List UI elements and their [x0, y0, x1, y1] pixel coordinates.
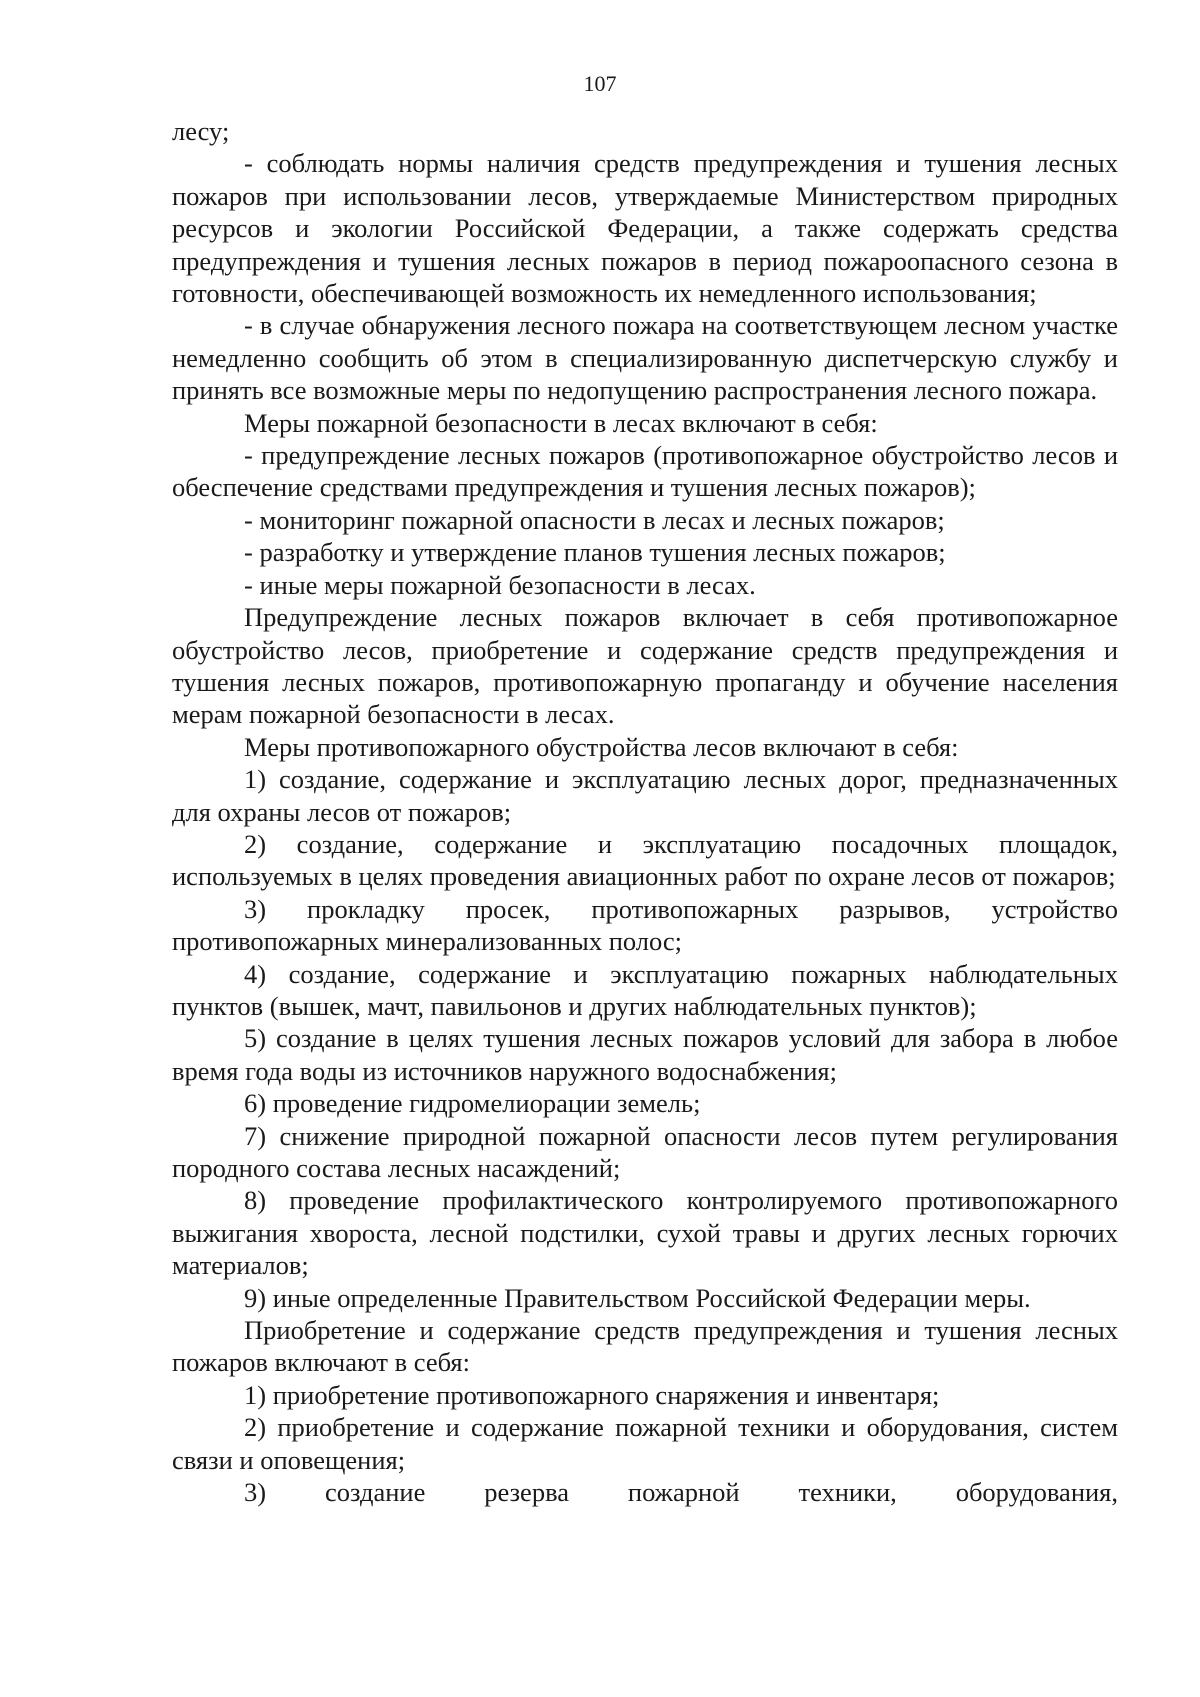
- paragraph: 2) создание, содержание и эксплуатацию посадочных площадок, используемых в целях проведения авиационных работ по охране лесов от пожаров;: [172, 828, 1118, 892]
- paragraph: 7) снижение природной пожарной опасности лесов путем регулирования породного состава лесных насаждений;: [172, 1120, 1118, 1183]
- paragraph: - разработку и утверждение планов тушения лесных пожаров;: [244, 537, 946, 568]
- paragraph: 4) создание, содержание и эксплуатацию пожарных наблюдательных пунктов (вышек, мачт, павильонов и других наблюдательных пунктов);: [172, 958, 1118, 1021]
- paragraph: лесу;: [172, 116, 230, 146]
- paragraph: 9) иные определенные Правительством Российской Федерации меры.: [244, 1282, 1031, 1313]
- paragraph: Приобретение и содержание средств предупреждения и тушения лесных пожаров включают в себя:: [172, 1315, 1118, 1378]
- paragraph: 5) создание в целях тушения лесных пожаров условий для забора в любое время года воды из источников наружного водоснабжения;: [172, 1023, 1118, 1086]
- paragraph: - иные меры пожарной безопасности в лесах.: [244, 569, 756, 600]
- document-body: [172, 115, 1118, 1508]
- paragraph: Предупреждение лесных пожаров включает в себя противопожарное обустройство лесов, приобретение и содержание средств предупреждения и тушения лесных пожаров, противопожарную пропаганду и обучение населения мерам пожарной безопасности в лесах.: [172, 602, 1118, 730]
- paragraph: 2) приобретение и содержание пожарной техники и оборудования, систем связи и оповещения;: [172, 1412, 1118, 1475]
- paragraph: - предупреждение лесных пожаров (противопожарное обустройство лесов и обеспечение средствами предупреждения и тушения лесных пожаров);: [172, 440, 1118, 503]
- paragraph: 1) создание, содержание и эксплуатацию лесных дорог, предназначенных для охраны лесов от пожаров;: [172, 764, 1118, 827]
- paragraph: 3) создание резерва пожарной техники, оборудования,: [244, 1477, 1118, 1508]
- paragraph: 1) приобретение противопожарного снаряжения и инвентаря;: [244, 1379, 940, 1410]
- page-number: 107: [583, 71, 617, 96]
- paragraph: - соблюдать нормы наличия средств предупреждения и тушения лесных пожаров при использовании лесов, утверждаемые Министерством природных ресурсов и экологии Российской Федерации, а также содержать средства предупреждения и тушения лесных пожаров в период пожароопасного сезона в готовности, обеспечивающей возможность их немедленного использования;: [172, 148, 1118, 309]
- paragraph: 8) проведение профилактического контролируемого противопожарного выжигания хвороста, лесной подстилки, сухой травы и других лесных горючих материалов;: [172, 1185, 1118, 1281]
- paragraph: - в случае обнаружения лесного пожара на соответствующем лесном участке немедленно сообщить об этом в специализированную диспетчерскую службу и принять все возможные меры по недопущению распространения лесного пожара.: [172, 310, 1118, 406]
- paragraph: Меры пожарной безопасности в лесах включают в себя:: [244, 407, 878, 438]
- paragraph: Меры противопожарного обустройства лесов включают в себя:: [244, 731, 959, 762]
- paragraph: 3) прокладку просек, противопожарных разрывов, устройство противопожарных минерализованных полос;: [172, 893, 1118, 957]
- paragraph: 6) проведение гидромелиорации земель;: [244, 1088, 701, 1119]
- paragraph: - мониторинг пожарной опасности в лесах и лесных пожаров;: [244, 504, 945, 535]
